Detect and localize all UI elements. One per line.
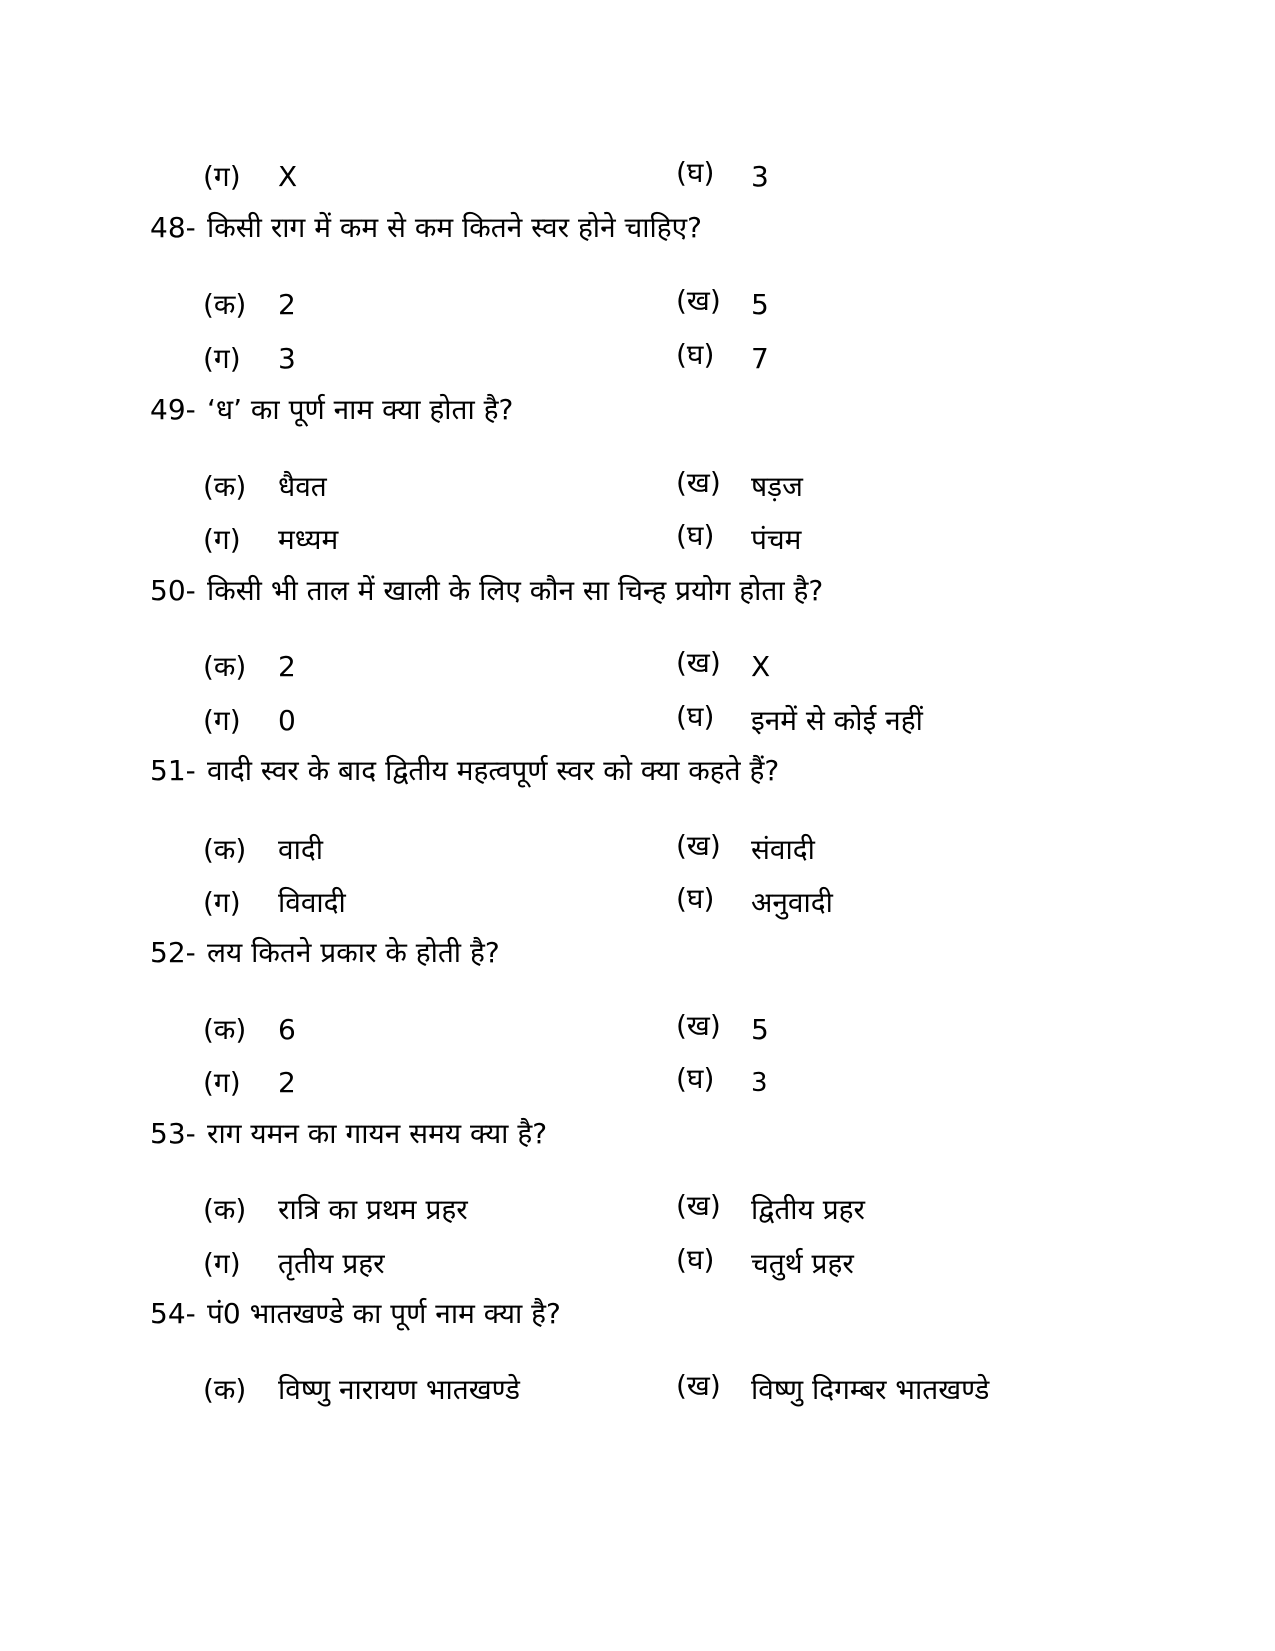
- option-text: संवादी: [751, 833, 815, 866]
- question-52: [0, 933, 1275, 973]
- option-marker: (ग): [203, 523, 241, 556]
- option-marker: (क): [203, 1373, 247, 1406]
- question-53: [0, 1114, 1275, 1154]
- question-49: [0, 390, 1275, 430]
- question-text: पं0 भातखण्डे का पूर्ण नाम क्या है?: [207, 1297, 561, 1330]
- option-marker: (ख): [676, 646, 721, 679]
- options-row-53b: [0, 1244, 1275, 1284]
- options-row-50a: [0, 647, 1275, 687]
- question-text: लय कितने प्रकार के होती है?: [207, 936, 500, 969]
- option-marker: (घ): [676, 882, 715, 915]
- option-marker: (घ): [676, 519, 715, 552]
- option-text: 2: [278, 1066, 296, 1099]
- option-text: 0: [278, 704, 296, 737]
- option-marker: (क): [203, 833, 247, 866]
- option-marker: (ग): [203, 342, 241, 375]
- option-text: द्वितीय प्रहर: [751, 1193, 865, 1226]
- question-54: [0, 1294, 1275, 1334]
- option-text: विष्णु नारायण भातखण्डे: [278, 1373, 520, 1406]
- option-marker: (घ): [676, 700, 715, 733]
- question-number: 50-: [150, 574, 196, 607]
- question-text: ‘ध’ का पूर्ण नाम क्या होता है?: [207, 393, 514, 426]
- question-number: 48-: [150, 211, 196, 244]
- option-text: 6: [278, 1013, 296, 1046]
- question-number: 53-: [150, 1117, 196, 1150]
- option-marker: (ग): [203, 886, 241, 919]
- option-marker: (ख): [676, 1009, 721, 1042]
- option-marker: (ख): [676, 284, 721, 317]
- option-text: षड़ज: [751, 470, 803, 503]
- option-text: X: [278, 160, 298, 193]
- option-marker: (ख): [676, 1369, 721, 1402]
- option-marker: (घ): [676, 1243, 715, 1276]
- options-row-52a: [0, 1010, 1275, 1050]
- options-row-53a: [0, 1190, 1275, 1230]
- option-text: विवादी: [278, 886, 346, 919]
- question-number: 54-: [150, 1297, 196, 1330]
- option-text: 7: [751, 342, 769, 375]
- question-text: किसी भी ताल में खाली के लिए कौन सा चिन्ह प्रयोग होता है?: [207, 574, 824, 607]
- option-marker: (ग): [203, 160, 241, 193]
- question-text: राग यमन का गायन समय क्या है?: [207, 1117, 548, 1150]
- question-51: [0, 751, 1275, 791]
- options-row-carryover: [0, 157, 1275, 197]
- option-text: 5: [751, 288, 769, 321]
- option-text: 2: [278, 650, 296, 683]
- option-marker: (क): [203, 288, 247, 321]
- option-text: विष्णु दिगम्बर भातखण्डे: [751, 1373, 990, 1406]
- options-row-49b: [0, 520, 1275, 560]
- option-text: वादी: [278, 833, 323, 866]
- option-text: 3: [278, 342, 296, 375]
- options-row-51a: [0, 830, 1275, 870]
- option-marker: (क): [203, 1193, 247, 1226]
- option-marker: (ग): [203, 704, 241, 737]
- option-text: अनुवादी: [751, 886, 833, 919]
- option-marker: (ख): [676, 1189, 721, 1222]
- question-48: [0, 208, 1275, 248]
- question-50: [0, 571, 1275, 611]
- option-text: 2: [278, 288, 296, 321]
- option-marker: (ग): [203, 1066, 241, 1099]
- option-marker: (घ): [676, 156, 715, 189]
- options-row-54a: [0, 1370, 1275, 1410]
- option-text: तृतीय प्रहर: [278, 1247, 385, 1280]
- option-text: इनमें से कोई नहीं: [751, 704, 923, 737]
- options-row-48b: [0, 339, 1275, 379]
- option-text: 3: [751, 1068, 768, 1098]
- option-text: मध्यम: [278, 523, 339, 556]
- option-marker: (ग): [203, 1247, 241, 1280]
- option-marker: (घ): [676, 1062, 715, 1095]
- option-marker: (ख): [676, 829, 721, 862]
- option-text: X: [751, 650, 771, 683]
- question-text: किसी राग में कम से कम कितने स्वर होने चाहिए?: [207, 211, 703, 244]
- options-row-49a: [0, 467, 1275, 507]
- option-text: पंचम: [751, 523, 802, 556]
- option-marker: (क): [203, 1013, 247, 1046]
- question-number: 52-: [150, 936, 196, 969]
- question-number: 51-: [150, 754, 196, 787]
- options-row-50b: [0, 701, 1275, 741]
- option-marker: (क): [203, 650, 247, 683]
- option-text: 3: [751, 160, 769, 193]
- option-text: रात्रि का प्रथम प्रहर: [278, 1193, 468, 1226]
- option-text: चतुर्थ प्रहर: [751, 1247, 854, 1280]
- options-row-48a: [0, 285, 1275, 325]
- question-number: 49-: [150, 393, 196, 426]
- option-marker: (ख): [676, 466, 721, 499]
- options-row-52b: [0, 1063, 1275, 1103]
- option-marker: (घ): [676, 338, 715, 371]
- options-row-51b: [0, 883, 1275, 923]
- option-marker: (क): [203, 470, 247, 503]
- question-text: वादी स्वर के बाद द्वितीय महत्वपूर्ण स्वर को क्या कहते हैं?: [207, 754, 780, 787]
- option-text: धैवत: [278, 470, 327, 503]
- option-text: 5: [751, 1013, 769, 1046]
